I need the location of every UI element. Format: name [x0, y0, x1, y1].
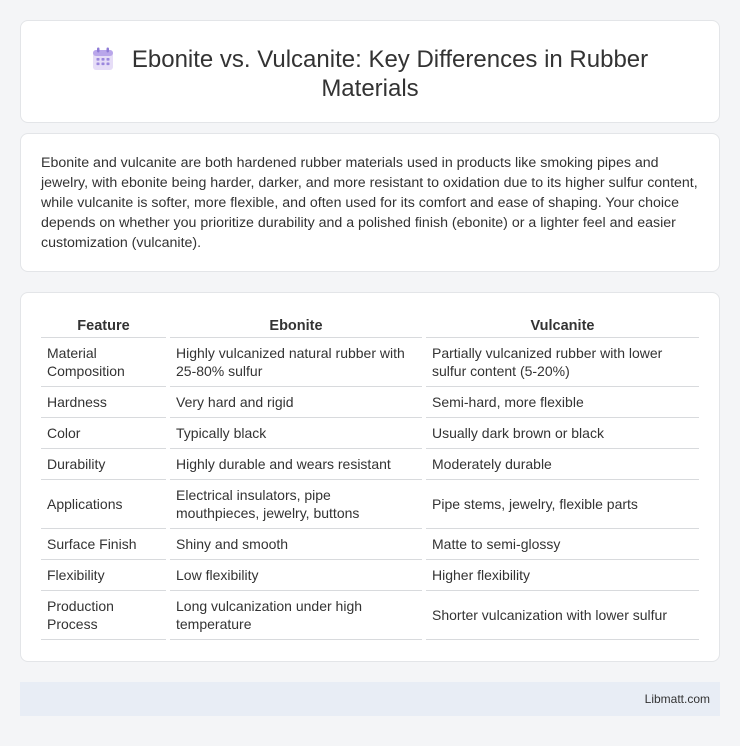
feature-cell: Flexibility	[41, 559, 168, 590]
calendar-icon	[92, 47, 114, 71]
table-header-row	[41, 313, 699, 337]
comparison-table	[41, 313, 699, 640]
vulcanite-cell: Usually dark brown or black	[424, 417, 699, 448]
feature-cell: Surface Finish	[41, 528, 168, 559]
feature-cell: Hardness	[41, 386, 168, 417]
page-title-wrap	[21, 45, 719, 103]
table-row	[41, 590, 699, 639]
feature-cell: Material Composition	[41, 337, 168, 386]
header-card	[20, 20, 720, 123]
vulcanite-cell: Partially vulcanized rubber with lower sulfur content (5-20%)	[424, 337, 699, 386]
feature-cell: Durability	[41, 448, 168, 479]
summary-text: Ebonite and vulcanite are both hardened rubber materials used in products like smoking pipes and jewelry, with ebonite being harder, darker, and more resistant to oxidation due to its higher sulfur content, while vulcanite is softer, more flexible, and often used for its comfort and ease of shaping. Your choice depends on whether you prioritize durability and a polished finish (ebonite) or a lighter feel and easier customization (vulcanite).	[41, 155, 698, 251]
header-feature: Feature	[41, 313, 168, 337]
table-row	[41, 528, 699, 559]
ebonite-cell: Electrical insulators, pipe mouthpieces, jewelry, buttons	[168, 479, 424, 528]
table-row	[41, 417, 699, 448]
feature-cell: Applications	[41, 479, 168, 528]
ebonite-cell: Long vulcanization under high temperature	[168, 590, 424, 639]
footer	[20, 682, 720, 716]
vulcanite-cell: Semi-hard, more flexible	[424, 386, 699, 417]
vulcanite-cell: Matte to semi-glossy	[424, 528, 699, 559]
table-row	[41, 448, 699, 479]
vulcanite-cell: Higher flexibility	[424, 559, 699, 590]
header-vulcanite: Vulcanite	[424, 313, 699, 337]
ebonite-cell: Highly durable and wears resistant	[168, 448, 424, 479]
vulcanite-cell: Moderately durable	[424, 448, 699, 479]
table-row	[41, 337, 699, 386]
ebonite-cell: Shiny and smooth	[168, 528, 424, 559]
summary-card	[20, 133, 720, 272]
vulcanite-cell: Shorter vulcanization with lower sulfur	[424, 590, 699, 639]
page-title: Ebonite vs. Vulcanite: Key Differences in Rubber Materials	[131, 46, 649, 102]
vulcanite-cell: Pipe stems, jewelry, flexible parts	[424, 479, 699, 528]
feature-cell: Production Process	[41, 590, 168, 639]
feature-cell: Color	[41, 417, 168, 448]
ebonite-cell: Low flexibility	[168, 559, 424, 590]
ebonite-cell: Typically black	[168, 417, 424, 448]
table-row	[41, 386, 699, 417]
comparison-card	[20, 292, 720, 662]
header-ebonite: Ebonite	[168, 313, 424, 337]
ebonite-cell: Very hard and rigid	[168, 386, 424, 417]
ebonite-cell: Highly vulcanized natural rubber with 25-80% sulfur	[168, 337, 424, 386]
table-row	[41, 479, 699, 528]
footer-brand-link[interactable]: Libmatt.com	[644, 692, 710, 706]
table-row	[41, 559, 699, 590]
